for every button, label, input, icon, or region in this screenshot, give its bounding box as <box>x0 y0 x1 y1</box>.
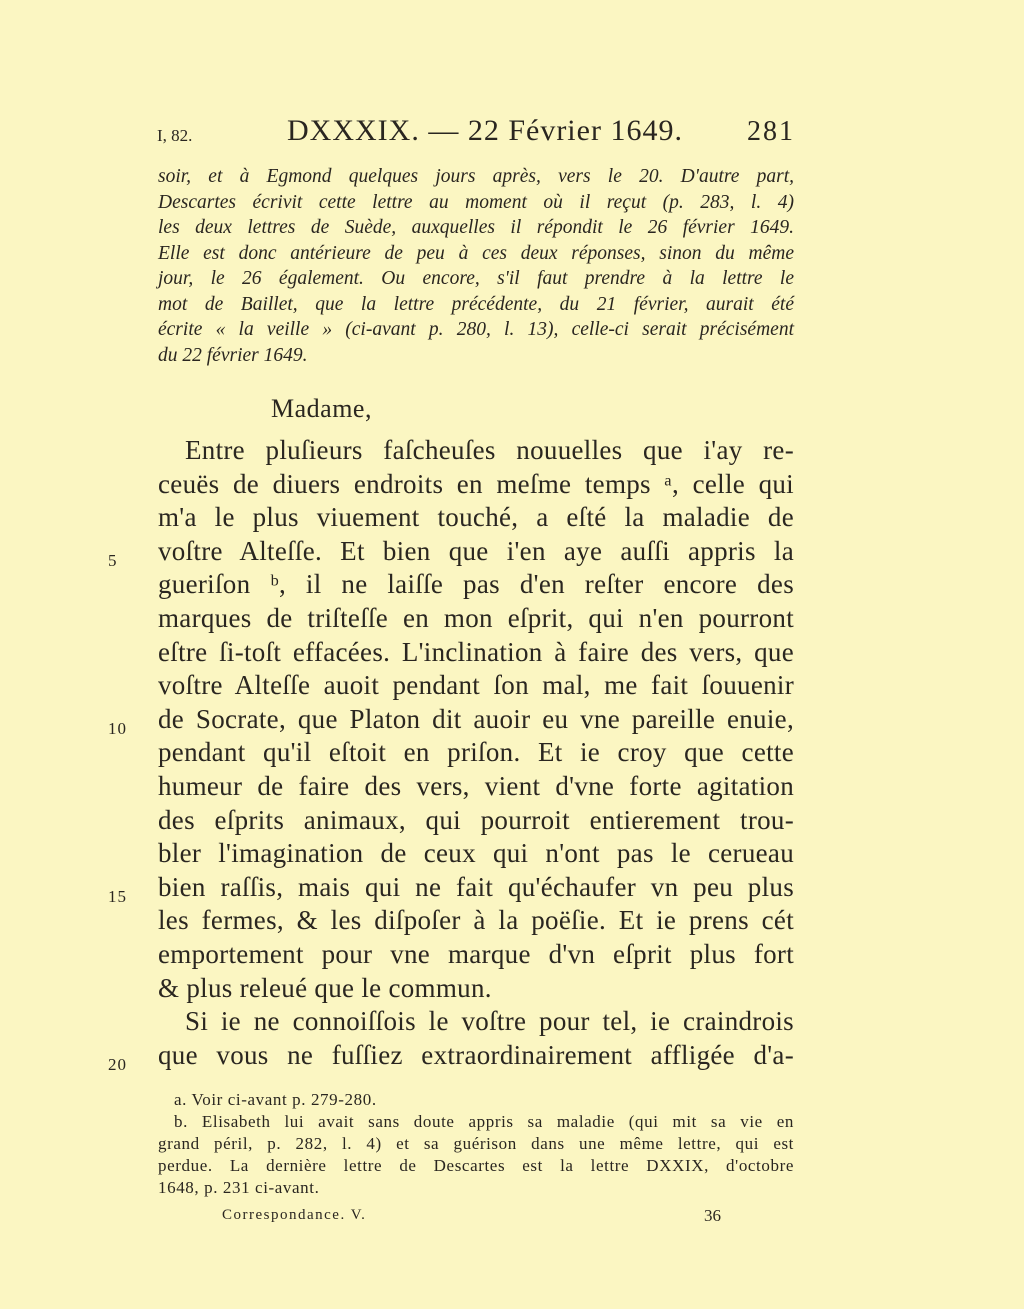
letter-heading: DXXXIX. — 22 Février 1649. <box>287 114 683 147</box>
body-line: pendant qu'il eſtoit en priſon. Et ie croy que cette <box>158 737 794 768</box>
body-line: Si ie ne connoiſſois le voſtre pour tel, ie craindrois <box>185 1006 794 1037</box>
body-line: les fermes, & les diſpoſer à la poëſie. Et ie prens cét <box>158 905 794 936</box>
note-line: soir, et à Egmond quelques jours après, vers le 20. D'autre part, <box>158 166 794 187</box>
body-line: emportement pour vne marque d'vn eſprit plus fort <box>158 938 794 969</box>
line-number: 20 <box>108 1054 127 1074</box>
printer-signature: Correspondance. V. <box>222 1207 367 1223</box>
body-line: ceuës de diuers endroits en meſme temps ᵃ, celle qui <box>158 468 794 499</box>
body-line: 20 que vous ne fuſſiez extraordinairement affligée d'a- <box>158 1039 794 1073</box>
body-line: marques de triſteſſe en mon eſprit, qui n'en pourront <box>158 602 794 633</box>
footnote-line: 1648, p. 231 ci-avant. <box>158 1178 320 1197</box>
salutation: Madame, <box>271 394 372 423</box>
footnotes <box>158 1089 794 1199</box>
body-line: 15 bien raſſis, mais qui ne fait qu'échaufer vn peu plus <box>158 871 794 905</box>
body-line: des eſprits animaux, qui pourroit entierement trou- <box>158 804 794 835</box>
body-line: eſtre ſi-toſt effacées. L'inclination à faire des vers, que <box>158 636 794 667</box>
body-line: gueriſon ᵇ, il ne laiſſe pas d'en reſter encore des <box>158 569 794 600</box>
page-number: 281 <box>747 116 795 147</box>
running-head <box>157 114 795 154</box>
volume-reference: I, 82. <box>157 126 193 145</box>
sheet-number: 36 <box>704 1206 721 1225</box>
note-line: mot de Baillet, que la lettre précédente, du 21 février, aurait été <box>158 293 794 315</box>
letter-body <box>108 434 794 1074</box>
note-line: jour, le 26 également. Ou encore, s'il faut prendre à la lettre le <box>158 268 794 289</box>
line-number: 5 <box>108 550 118 570</box>
body-line: voſtre Alteſſe auoit pendant ſon mal, me fait ſouuenir <box>158 670 794 701</box>
line-number: 10 <box>108 718 127 738</box>
note-line: Descartes écrivit cette lettre au moment où il reçut (p. 283, l. 4) <box>158 191 794 213</box>
body-line: & plus releué que le commun. <box>158 972 492 1003</box>
line-number: 15 <box>108 886 127 906</box>
note-line: du 22 février 1649. <box>158 344 308 366</box>
body-line: 10 de Socrate, que Platon dit auoir eu vne pareille enuie, <box>158 703 794 737</box>
note-line: Elle est donc antérieure de peu à ces deux réponses, sinon du même <box>158 242 794 264</box>
body-line: bler l'imagination de ceux qui n'ont pas le cerueau <box>158 838 794 869</box>
note-line: les deux lettres de Suède, auxquelles il répondit le 26 février 1649. <box>158 217 794 238</box>
editorial-note <box>158 164 794 368</box>
footnote-b: b. Elisabeth lui avait sans doute appris sa maladie (qui mit sa vie en <box>174 1112 794 1131</box>
note-line: écrite « la veille » (ci-avant p. 280, l. 13), celle-ci serait précisément <box>158 319 794 340</box>
body-line: 5 voſtre Alteſſe. Et bien que i'en aye auſſi appris la <box>158 535 794 569</box>
footnote-line: grand péril, p. 282, l. 4) et sa guérison dans une même lettre, qui est <box>158 1134 794 1153</box>
body-line: m'a le plus viuement touché, a eſté la maladie de <box>158 502 794 533</box>
footnote-line: perdue. La dernière lettre de Descartes est la lettre DXXIX, d'octobre <box>158 1156 794 1175</box>
body-line: humeur de faire des vers, vient d'vne forte agitation <box>158 770 794 801</box>
footnote-a: a. Voir ci-avant p. 279-280. <box>174 1090 377 1109</box>
body-line: Entre pluſieurs faſcheuſes nouuelles que i'ay re- <box>185 435 794 465</box>
